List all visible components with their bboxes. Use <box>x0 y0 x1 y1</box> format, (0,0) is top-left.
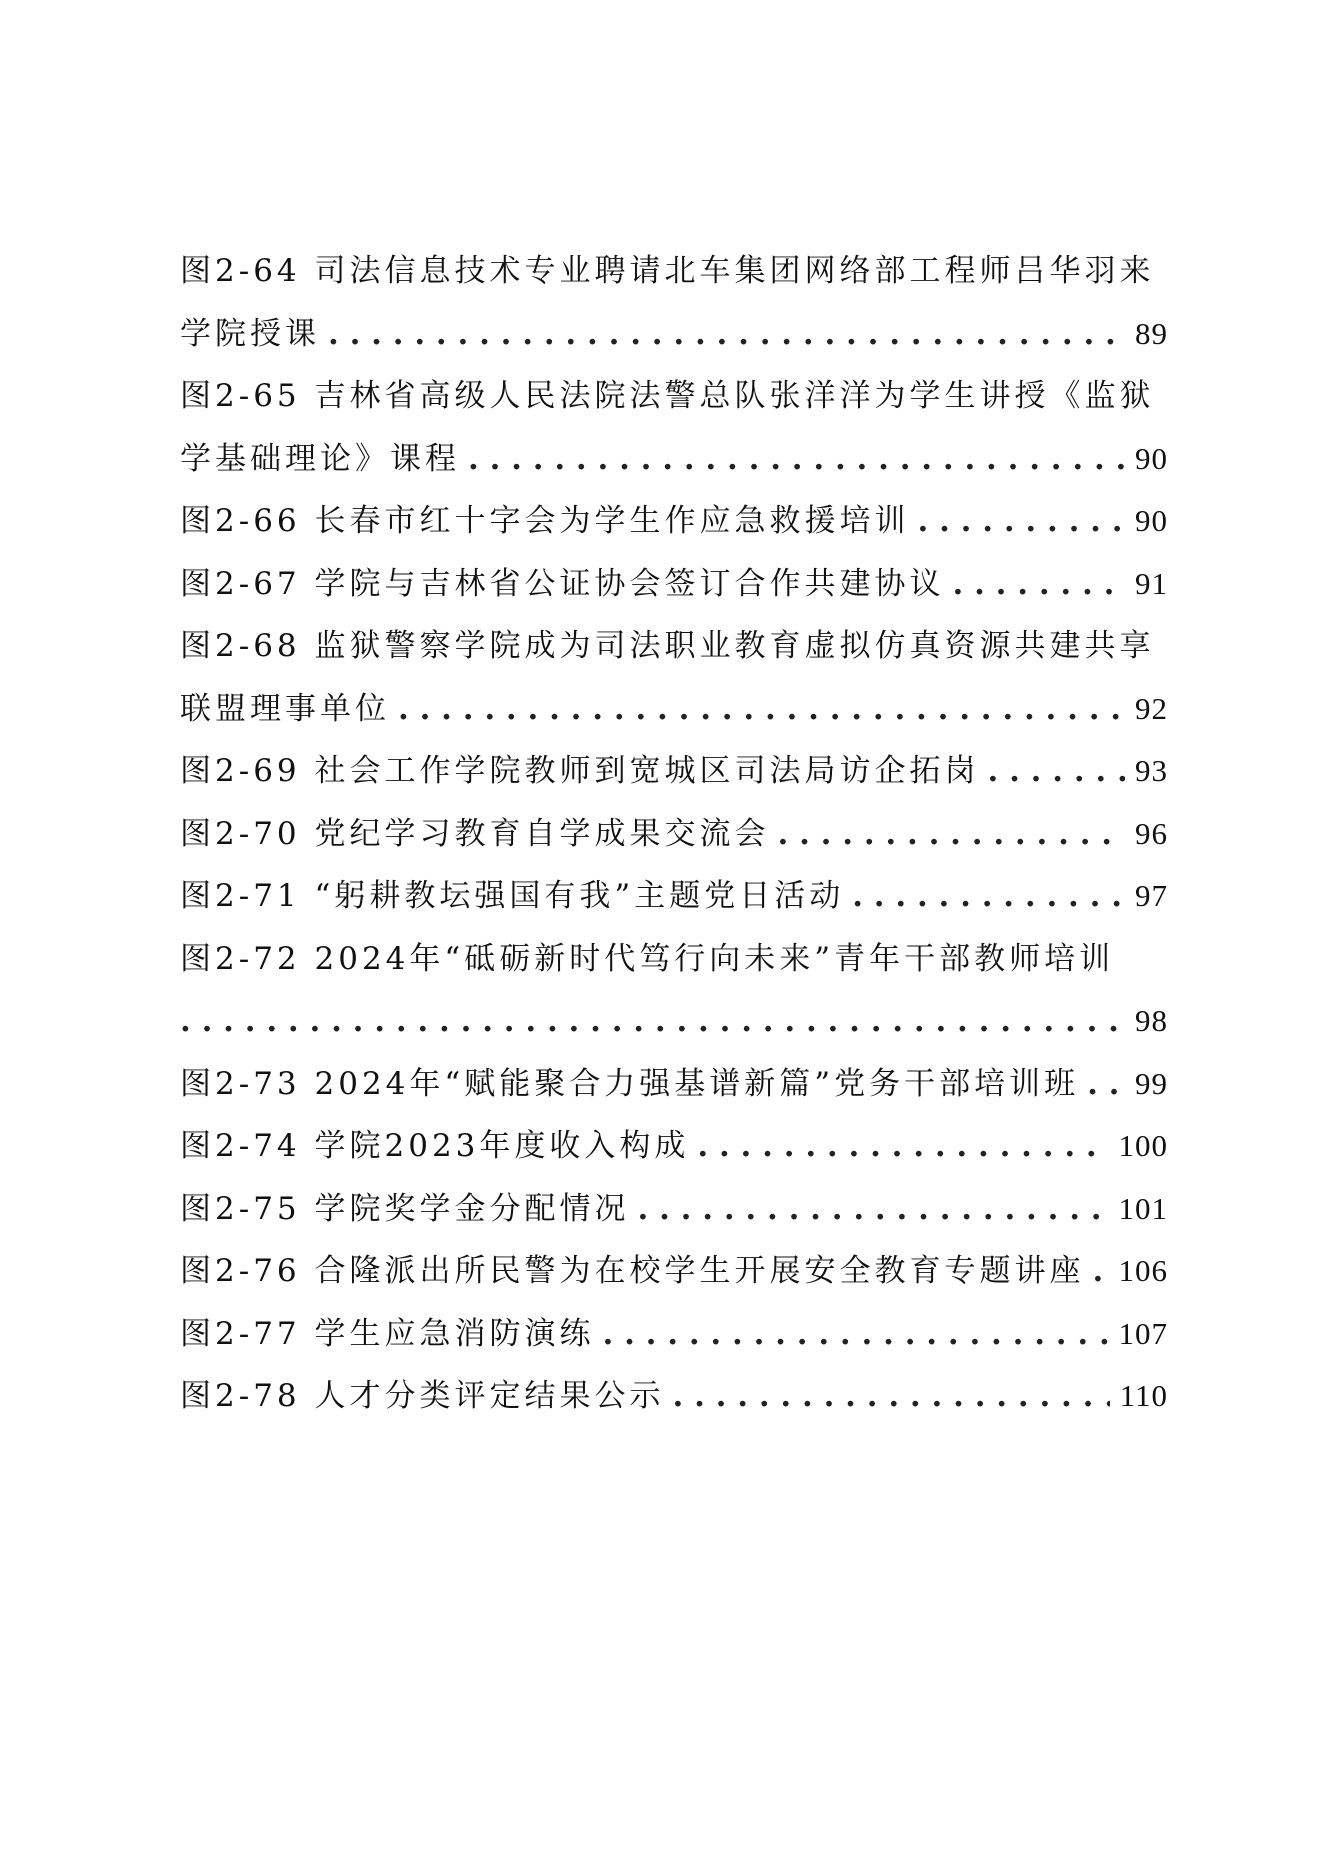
toc-page-number: 91 <box>1135 565 1168 601</box>
toc-entry-line[interactable] <box>180 1365 1168 1428</box>
toc-entry-title: 图2-67 学院与吉林省公证协会签订合作共建协议 <box>180 565 945 602</box>
leader-dots <box>595 1303 1109 1366</box>
toc-entry-line[interactable] <box>180 365 1168 428</box>
toc-entry-title: 图2-74 学院2023年度收入构成 <box>180 1128 690 1164</box>
toc-page-number: 110 <box>1119 1378 1168 1413</box>
toc-entry-line[interactable] <box>180 990 1168 1053</box>
toc-entry-title-continued: 学基础理论》课程 <box>180 440 460 477</box>
leader-dots <box>945 553 1126 616</box>
toc-entry-line[interactable] <box>180 1115 1168 1178</box>
toc-entry-title: 图2-70 党纪学习教育自学成果交流会 <box>180 815 770 852</box>
toc-page-number: 89 <box>1135 315 1168 351</box>
toc-entry-title-continued: 学院授课 <box>180 315 320 352</box>
toc-entry-title: 图2-72 2024年“砥砺新时代笃行向未来”青年干部教师培训 <box>180 940 1115 977</box>
toc-page-number: 96 <box>1135 815 1168 851</box>
leader-dots <box>689 1115 1108 1178</box>
toc-entry-line[interactable] <box>180 240 1168 303</box>
leader-dots <box>1079 1053 1125 1116</box>
toc-page-number: 90 <box>1135 440 1168 476</box>
toc-entry-line[interactable] <box>180 1240 1168 1303</box>
leader-dots <box>460 428 1125 491</box>
toc-entry-title: 图2-65 吉林省高级人民法院法警总队张洋洋为学生讲授《监狱 <box>180 378 1155 414</box>
leader-dots <box>1085 1240 1109 1303</box>
toc-entry-title: 图2-66 长春市红十字会为学生作应急救援培训 <box>180 503 910 539</box>
toc-page-number: 106 <box>1118 1253 1168 1288</box>
toc-entry-line[interactable] <box>180 865 1168 928</box>
toc-entry-title: 图2-68 监狱警察学院成为司法职业教育虚拟仿真资源共建共享 <box>180 628 1155 664</box>
leader-dots <box>665 1365 1110 1428</box>
toc-entry-line[interactable] <box>180 303 1168 366</box>
toc-entry-line[interactable] <box>180 553 1168 616</box>
toc-page-number: 101 <box>1118 1190 1168 1226</box>
toc-entry-line[interactable] <box>180 803 1168 866</box>
leader-dots <box>180 990 1125 1053</box>
toc-entry-line[interactable] <box>180 678 1168 741</box>
toc-page-number: 107 <box>1118 1315 1168 1351</box>
toc-entry-line[interactable] <box>180 1178 1168 1241</box>
toc-entry-title: 图2-73 2024年“赋能聚合力强基谱新篇”党务干部培训班 <box>180 1065 1080 1102</box>
toc-page-number: 90 <box>1135 503 1168 538</box>
toc-page-number: 100 <box>1118 1128 1168 1163</box>
leader-dots <box>910 490 1126 553</box>
figure-list <box>180 240 1168 1428</box>
toc-entry-title: 图2-77 学生应急消防演练 <box>180 1315 595 1352</box>
toc-entry-line[interactable] <box>180 740 1168 803</box>
leader-dots <box>320 303 1125 366</box>
toc-page-number: 93 <box>1135 753 1168 788</box>
toc-entry-line[interactable] <box>180 1303 1168 1366</box>
toc-entry-line[interactable] <box>180 490 1168 553</box>
toc-entry-title: 图2-71 “躬耕教坛强国有我”主题党日活动 <box>180 878 845 914</box>
toc-page-number: 98 <box>1135 1003 1168 1038</box>
toc-entry-line[interactable] <box>180 928 1168 991</box>
leader-dots <box>844 865 1125 928</box>
toc-entry-line[interactable] <box>180 1053 1168 1116</box>
toc-entry-title: 图2-76 合隆派出所民警为在校学生开展安全教育专题讲座 <box>180 1253 1085 1289</box>
toc-page-number: 99 <box>1135 1065 1168 1101</box>
leader-dots <box>630 1178 1109 1241</box>
toc-entry-title: 图2-75 学院奖学金分配情况 <box>180 1190 630 1227</box>
toc-page-number: 92 <box>1135 690 1168 726</box>
toc-entry-line[interactable] <box>180 615 1168 678</box>
leader-dots <box>770 803 1126 866</box>
leader-dots <box>390 678 1125 741</box>
toc-entry-title: 图2-78 人才分类评定结果公示 <box>180 1378 665 1414</box>
toc-entry-title: 图2-69 社会工作学院教师到宽城区司法局访企拓岗 <box>180 753 980 789</box>
toc-entry-line[interactable] <box>180 428 1168 491</box>
leader-dots <box>980 740 1126 803</box>
toc-page-number: 97 <box>1135 878 1168 913</box>
toc-entry-title: 图2-64 司法信息技术专业聘请北车集团网络部工程师吕华羽来 <box>180 253 1155 289</box>
toc-entry-title-continued: 联盟理事单位 <box>180 690 390 727</box>
